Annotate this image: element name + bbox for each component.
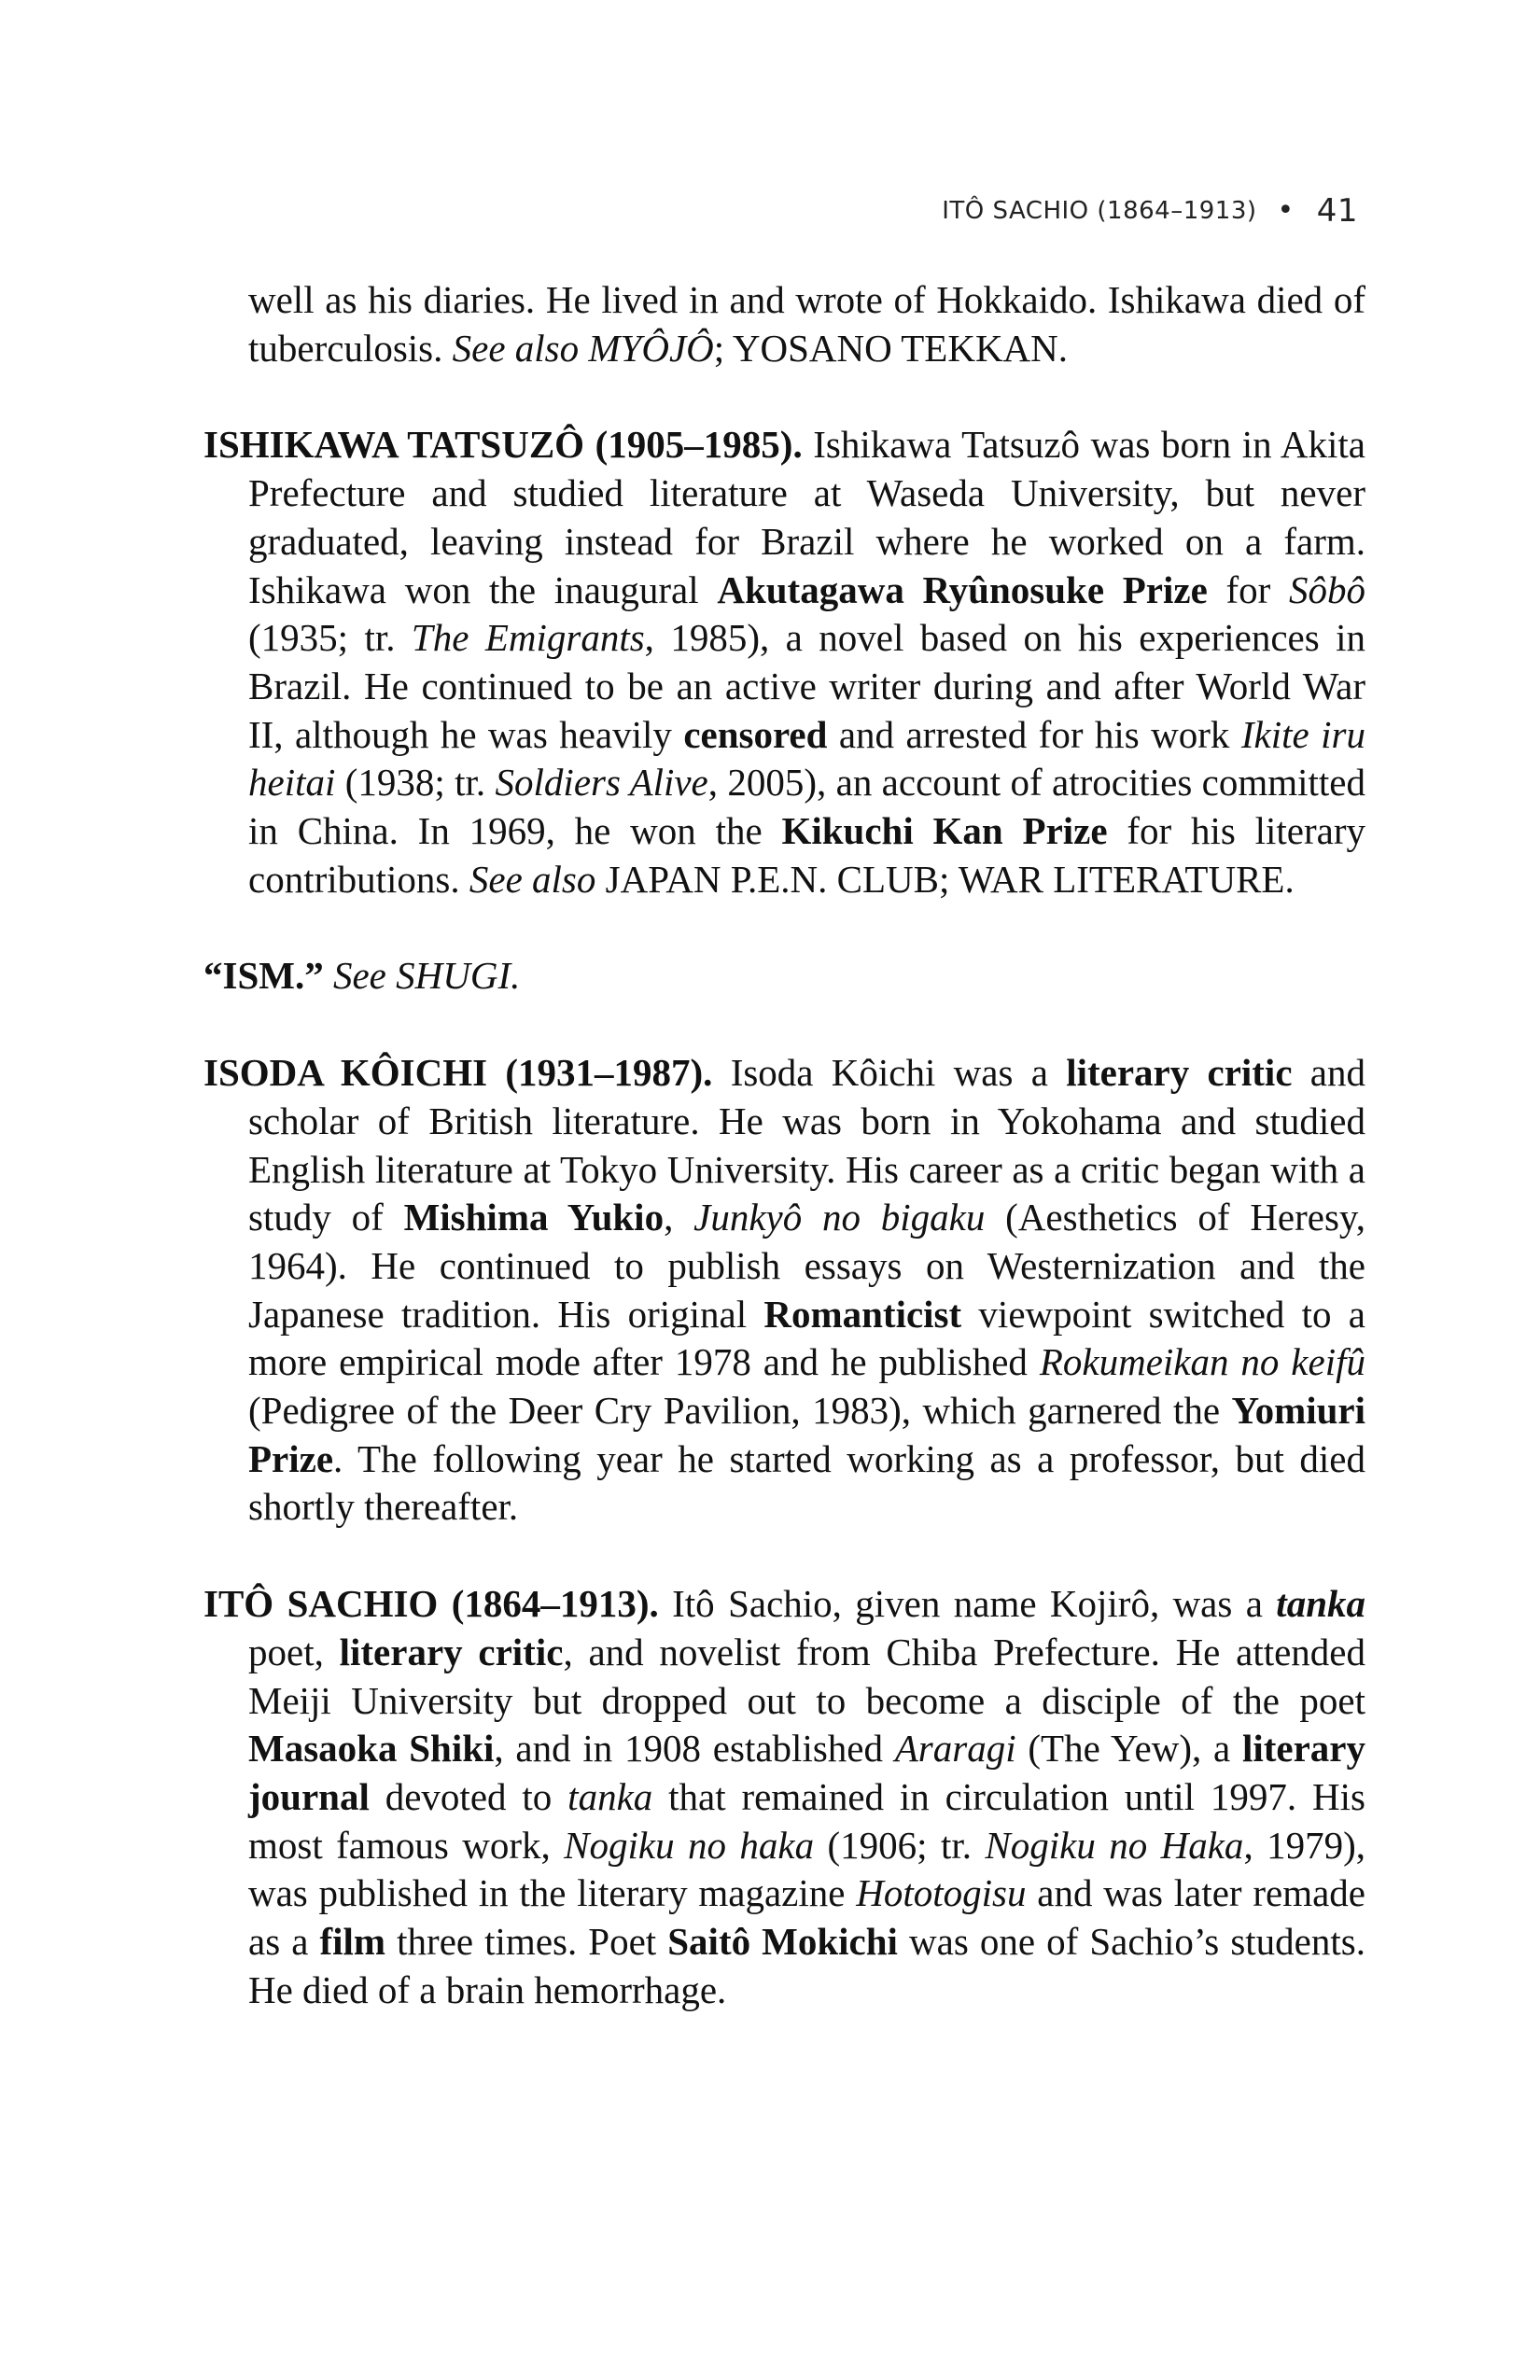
styled-text: Mishima Yukio bbox=[403, 1196, 665, 1239]
text-run: devoted to bbox=[369, 1774, 568, 1818]
text-run: , 2005), an account of atrocities committed in China. In 1969, he won the bbox=[248, 761, 1366, 853]
text-run: (Aesthetics of Heresy, 1964). He continued to publish essays on Westernization and the Japanese tradition. His original bbox=[248, 1196, 1366, 1336]
entry-isoda-koichi bbox=[203, 1049, 1365, 1532]
text-run: for bbox=[1207, 567, 1289, 611]
text-run: ; YOSANO TEKKAN. bbox=[713, 326, 1069, 370]
styled-text: The Emigrants bbox=[411, 616, 645, 660]
styled-text: censored bbox=[683, 712, 828, 756]
styled-text: literary critic bbox=[339, 1630, 564, 1673]
text-run: , and novelist from Chiba Prefecture. He attended Meiji University but dropped out to become a disciple of the poet bbox=[248, 1630, 1366, 1722]
styled-text: See also bbox=[469, 857, 596, 901]
page-number: 41 bbox=[1316, 192, 1358, 230]
text-run: Itô Sachio, given name Kojirô, was a bbox=[658, 1582, 1277, 1626]
bullet-separator: • bbox=[1277, 193, 1295, 227]
styled-text: MYÔJÔ bbox=[588, 326, 714, 370]
text-run bbox=[324, 954, 333, 997]
text-run: well as his diaries. He lived in and wrote of Hokkaido. Ishikawa died of tuberculosis. bbox=[248, 278, 1365, 370]
styled-text: Rokumeikan no keifû bbox=[1039, 1340, 1365, 1384]
text-run: (1935; tr. bbox=[248, 616, 412, 660]
text-run: JAPAN P.E.N. CLUB; WAR LITERATURE. bbox=[595, 857, 1295, 901]
styled-text: ITÔ SACHIO (1864–1913). bbox=[203, 1582, 659, 1626]
styled-text: Nogiku no haka bbox=[564, 1823, 815, 1867]
running-header bbox=[942, 192, 1358, 230]
entry-ishikawa-tatsuzo bbox=[203, 421, 1365, 903]
text-run: and was later remade as a bbox=[248, 1871, 1365, 1964]
text-run: for his literary contributions. bbox=[248, 809, 1366, 901]
styled-text: See also bbox=[452, 326, 589, 370]
styled-text: literary journal bbox=[248, 1727, 1365, 1818]
styled-text: Romanticist bbox=[763, 1292, 962, 1336]
text-run: (The Yew), a bbox=[1015, 1727, 1242, 1771]
text-run: Isoda Kôichi was a bbox=[712, 1051, 1067, 1095]
text-run: , 1979), was published in the literary magazine bbox=[248, 1823, 1365, 1915]
styled-text: “ISM.” bbox=[203, 954, 324, 998]
styled-text: Araragi bbox=[894, 1727, 1016, 1771]
text-run: (Pedigree of the Deer Cry Pavilion, 1983), which garnered the bbox=[248, 1389, 1232, 1433]
entry-ism bbox=[203, 952, 1365, 1001]
text-run: , and in 1908 established bbox=[494, 1727, 895, 1771]
styled-text: literary critic bbox=[1066, 1051, 1293, 1095]
text-run: poet, bbox=[248, 1630, 340, 1673]
styled-text: See SHUGI. bbox=[332, 954, 521, 998]
text-run: , 1985), a novel based on his experiences in Brazil. He continued to be an active writer during and after World War II, although he was heavily bbox=[248, 616, 1365, 756]
continuation-paragraph bbox=[203, 276, 1365, 372]
entry-ito-sachio bbox=[203, 1580, 1365, 2014]
styled-text: ISODA KÔICHI (1931–1987). bbox=[203, 1051, 713, 1095]
text-run: (1938; tr. bbox=[335, 761, 496, 805]
styled-text: tanka bbox=[1276, 1582, 1365, 1626]
styled-text: tanka bbox=[567, 1774, 653, 1818]
running-title: ITÔ SACHIO (1864–1913) bbox=[942, 197, 1257, 225]
text-run: viewpoint switched to a more empirical mode after 1978 and he published bbox=[248, 1292, 1365, 1384]
styled-text: Masaoka Shiki bbox=[248, 1727, 495, 1771]
text-run: and arrested for his work bbox=[827, 712, 1241, 756]
text-run: was one of Sachio’s students. He died of a brain hemorrhage. bbox=[248, 1920, 1365, 2011]
text-run: that remained in circulation until 1997. His most famous work, bbox=[248, 1774, 1365, 1867]
styled-text: film bbox=[319, 1920, 386, 1964]
styled-text: Kikuchi Kan Prize bbox=[781, 809, 1108, 853]
text-run: , bbox=[664, 1196, 694, 1239]
styled-text: Junkyô no bigaku bbox=[693, 1196, 986, 1239]
styled-text: ISHIKAWA TATSUZÔ (1905–1985). bbox=[203, 423, 803, 467]
text-run: Ishikawa Tatsuzô was born in Akita Prefecture and studied literature at Waseda University, but never graduated, leaving instead for Brazil where he worked on a farm. Ishikawa won the inaugural bbox=[248, 423, 1365, 611]
text-run: . The following year he started working as a professor, but died shortly thereafter. bbox=[248, 1436, 1365, 1529]
styled-text: Yomiuri Prize bbox=[248, 1389, 1365, 1480]
styled-text: Nogiku no Haka bbox=[985, 1823, 1244, 1867]
text-block bbox=[203, 276, 1365, 2015]
text-run: (1906; tr. bbox=[814, 1823, 986, 1867]
styled-text: Hototogisu bbox=[856, 1871, 1027, 1915]
styled-text: Akutagawa Ryûnosuke Prize bbox=[717, 567, 1208, 611]
styled-text: Saitô Mokichi bbox=[667, 1920, 898, 1964]
styled-text: Ikite iru heitai bbox=[248, 712, 1365, 805]
styled-text: Soldiers Alive bbox=[495, 761, 708, 805]
text-run: and scholar of British literature. He was born in Yokohama and studied English literature at Tokyo University. His career as a critic began with a study of bbox=[248, 1051, 1366, 1239]
text-run: three times. Poet bbox=[385, 1920, 668, 1964]
styled-text: Sôbô bbox=[1289, 567, 1365, 611]
